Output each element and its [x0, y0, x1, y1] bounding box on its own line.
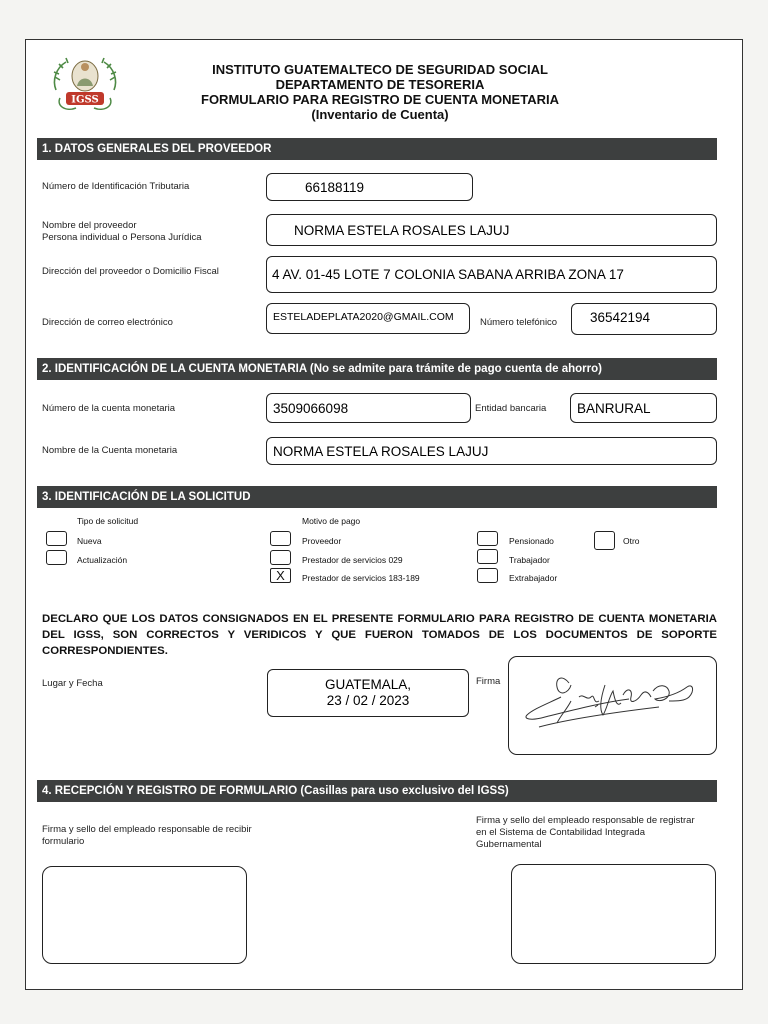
- register-sign-box[interactable]: [511, 864, 716, 964]
- igss-logo: [46, 50, 124, 118]
- nit-field[interactable]: 66188119: [266, 173, 473, 201]
- motivo-label: Motivo de pago: [302, 516, 361, 526]
- pensionado-label: Pensionado: [509, 536, 554, 546]
- firma-label: Firma: [476, 676, 501, 687]
- bank-field[interactable]: BANRURAL: [570, 393, 717, 423]
- trabajador-checkbox[interactable]: [477, 549, 498, 564]
- servicios-029-checkbox[interactable]: [270, 550, 291, 565]
- date-text: 23 / 02 / 2023: [326, 693, 410, 708]
- form-title: FORMULARIO PARA REGISTRO DE CUENTA MONETARIA: [201, 92, 559, 107]
- institute-title: INSTITUTO GUATEMALTECO DE SEGURIDAD SOCIAL: [212, 62, 548, 77]
- address-label: Dirección del proveedor o Domicilio Fiscal: [42, 266, 219, 277]
- handwritten-signature: [509, 657, 715, 753]
- nueva-label: Nueva: [77, 536, 102, 546]
- provider-name-label: Nombre del proveedor Persona individual o Persona Jurídica: [42, 220, 202, 243]
- declaration-text: DECLARO QUE LOS DATOS CONSIGNADOS EN EL PRESENTE FORMULARIO PARA REGISTRO DE CUENTA MONETARIA DEL IGSS, SON CORRECTOS Y VERIDICOS Y QUE FUERON TOMADOS DE LOS DOCUMENTOS DE SOPORTE CORRESPONDIENTES.: [42, 613, 717, 657]
- section4-header: 4. RECEPCIÓN Y REGISTRO DE FORMULARIO (Casillas para uso exclusivo del IGSS): [37, 780, 717, 802]
- place-text: GUATEMALA,: [324, 677, 412, 692]
- actualizacion-label: Actualización: [77, 555, 128, 565]
- receive-sign-label: Firma y sello del empleado responsable de recibir formulario: [42, 824, 252, 847]
- otro-checkbox[interactable]: [594, 531, 615, 550]
- department-title: DEPARTAMENTO DE TESORERIA: [275, 77, 485, 92]
- address-field[interactable]: 4 AV. 01-45 LOTE 7 COLONIA SABANA ARRIBA ZONA 17: [266, 256, 717, 293]
- place-date-label: Lugar y Fecha: [42, 678, 103, 689]
- extrabajador-label: Extrabajador: [509, 573, 558, 583]
- servicios-029-label: Prestador de servicios 029: [302, 555, 403, 565]
- servicios-183-checkbox[interactable]: X: [270, 568, 291, 583]
- bank-label: Entidad bancaria: [475, 403, 547, 414]
- otro-label: Otro: [623, 536, 640, 546]
- tipo-label: Tipo de solicitud: [77, 516, 139, 526]
- actualizacion-checkbox[interactable]: [46, 550, 67, 565]
- pensionado-checkbox[interactable]: [477, 531, 498, 546]
- receive-sign-box[interactable]: [42, 866, 247, 964]
- account-name-label: Nombre de la Cuenta monetaria: [42, 445, 178, 456]
- account-number-field[interactable]: 3509066098: [266, 393, 471, 423]
- nueva-checkbox[interactable]: [46, 531, 67, 546]
- account-number-label: Número de la cuenta monetaria: [42, 403, 176, 414]
- nit-label: Número de Identificación Tributaria: [42, 181, 190, 192]
- form-subtitle: (Inventario de Cuenta): [311, 107, 449, 122]
- email-label: Dirección de correo electrónico: [42, 317, 173, 328]
- register-sign-label: Firma y sello del empleado responsable de registrar en el Sistema de Contabilidad Integrada Gubernamental: [476, 815, 695, 850]
- proveedor-label: Proveedor: [302, 536, 342, 546]
- provider-name-field[interactable]: NORMA ESTELA ROSALES LAJUJ: [266, 214, 717, 246]
- place-date-field[interactable]: [267, 669, 469, 717]
- section2-header: 2. IDENTIFICACIÓN DE LA CUENTA MONETARIA (No se admite para trámite de pago cuenta de ahorro): [37, 358, 717, 380]
- phone-label-text: Número telefónico: [480, 317, 558, 328]
- section1-header: 1. DATOS GENERALES DEL PROVEEDOR: [37, 138, 717, 160]
- logo-text: IGSS: [71, 94, 99, 106]
- servicios-183-label: Prestador de servicios 183-189: [302, 573, 420, 583]
- trabajador-label: Trabajador: [509, 555, 550, 565]
- phone-field[interactable]: 36542194: [571, 303, 717, 335]
- section3-header: 3. IDENTIFICACIÓN DE LA SOLICITUD: [37, 486, 717, 508]
- signature-box[interactable]: [508, 656, 717, 755]
- extrabajador-checkbox[interactable]: [477, 568, 498, 583]
- proveedor-checkbox[interactable]: [270, 531, 291, 546]
- email-field[interactable]: ESTELADEPLATA2020@GMAIL.COM: [266, 303, 470, 334]
- account-name-field[interactable]: NORMA ESTELA ROSALES LAJUJ: [266, 437, 717, 465]
